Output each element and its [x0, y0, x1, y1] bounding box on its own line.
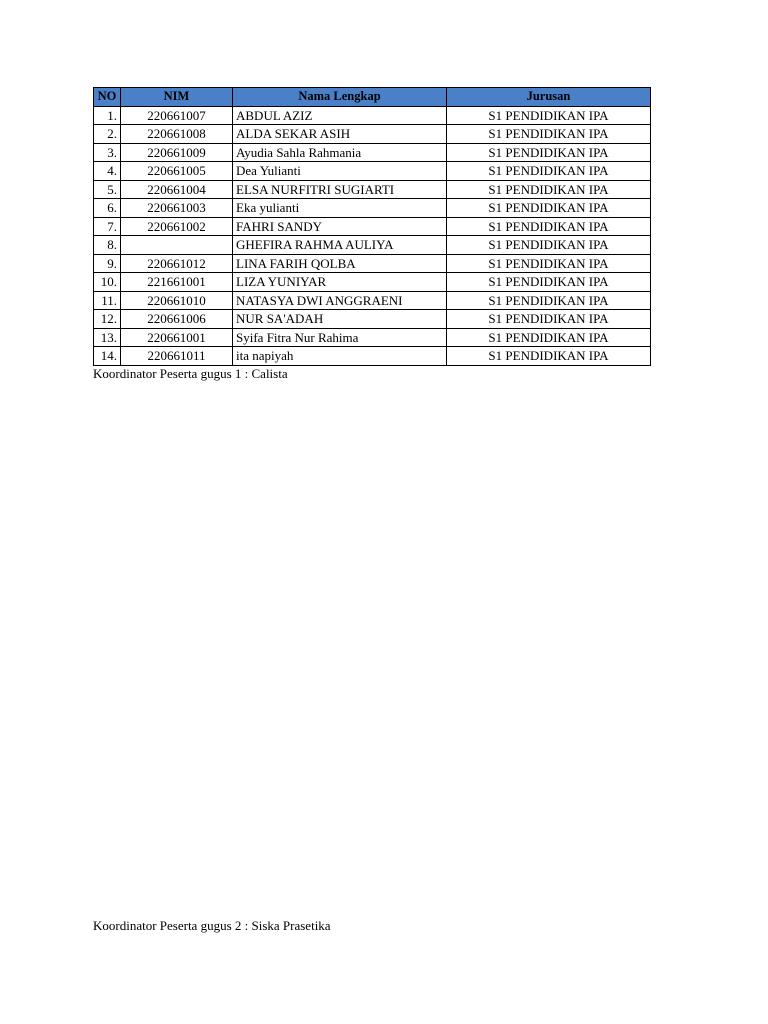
cell-jurusan: S1 PENDIDIKAN IPA	[447, 291, 651, 310]
cell-no: 13.	[94, 328, 121, 347]
cell-jurusan: S1 PENDIDIKAN IPA	[447, 162, 651, 181]
table-row	[94, 143, 651, 162]
header-nama: Nama Lengkap	[233, 88, 447, 107]
cell-nama: LIZA YUNIYAR	[233, 273, 447, 292]
cell-no: 14.	[94, 347, 121, 366]
cell-jurusan: S1 PENDIDIKAN IPA	[447, 180, 651, 199]
cell-nama: ALDA SEKAR ASIH	[233, 125, 447, 144]
table-row	[94, 162, 651, 181]
cell-nim: 220661005	[121, 162, 233, 181]
cell-jurusan: S1 PENDIDIKAN IPA	[447, 328, 651, 347]
cell-no: 9.	[94, 254, 121, 273]
cell-no: 1.	[94, 106, 121, 125]
cell-no: 6.	[94, 199, 121, 218]
cell-nim: 221661001	[121, 273, 233, 292]
cell-jurusan: S1 PENDIDIKAN IPA	[447, 125, 651, 144]
cell-jurusan: S1 PENDIDIKAN IPA	[447, 347, 651, 366]
cell-nama: Ayudia Sahla Rahmania	[233, 143, 447, 162]
cell-nama: ABDUL AZIZ	[233, 106, 447, 125]
cell-jurusan: S1 PENDIDIKAN IPA	[447, 236, 651, 255]
table-row	[94, 273, 651, 292]
cell-nama: Syifa Fitra Nur Rahima	[233, 328, 447, 347]
header-nim: NIM	[121, 88, 233, 107]
cell-nama: NUR SA'ADAH	[233, 310, 447, 329]
cell-nama: Dea Yulianti	[233, 162, 447, 181]
cell-no: 10.	[94, 273, 121, 292]
table-header-row	[94, 88, 651, 107]
cell-nim: 220661002	[121, 217, 233, 236]
table-row	[94, 291, 651, 310]
cell-no: 11.	[94, 291, 121, 310]
cell-jurusan: S1 PENDIDIKAN IPA	[447, 273, 651, 292]
cell-nim: 220661010	[121, 291, 233, 310]
cell-nama: FAHRI SANDY	[233, 217, 447, 236]
cell-jurusan: S1 PENDIDIKAN IPA	[447, 199, 651, 218]
table-row	[94, 180, 651, 199]
cell-nama: GHEFIRA RAHMA AULIYA	[233, 236, 447, 255]
cell-no: 8.	[94, 236, 121, 255]
table-row	[94, 125, 651, 144]
cell-no: 3.	[94, 143, 121, 162]
cell-nama: Eka yulianti	[233, 199, 447, 218]
table-body	[94, 106, 651, 365]
table-row	[94, 199, 651, 218]
table-row	[94, 347, 651, 366]
participant-table	[93, 87, 651, 366]
cell-nim	[121, 236, 233, 255]
cell-nim: 220661009	[121, 143, 233, 162]
header-jurusan: Jurusan	[447, 88, 651, 107]
cell-nama: LINA FARIH QOLBA	[233, 254, 447, 273]
cell-no: 4.	[94, 162, 121, 181]
cell-nim: 220661008	[121, 125, 233, 144]
cell-nim: 220661004	[121, 180, 233, 199]
cell-no: 7.	[94, 217, 121, 236]
cell-nim: 220661011	[121, 347, 233, 366]
cell-nama: ita napiyah	[233, 347, 447, 366]
coordinator-gugus-1: Koordinator Peserta gugus 1 : Calista	[93, 366, 288, 381]
header-no: NO	[94, 88, 121, 107]
cell-no: 2.	[94, 125, 121, 144]
table-row	[94, 217, 651, 236]
coordinator-gugus-2: Koordinator Peserta gugus 2 : Siska Prasetika	[93, 918, 331, 933]
cell-no: 12.	[94, 310, 121, 329]
cell-nama: NATASYA DWI ANGGRAENI	[233, 291, 447, 310]
table-row	[94, 236, 651, 255]
cell-nim: 220661007	[121, 106, 233, 125]
cell-nim: 220661006	[121, 310, 233, 329]
cell-jurusan: S1 PENDIDIKAN IPA	[447, 143, 651, 162]
table-row	[94, 328, 651, 347]
cell-no: 5.	[94, 180, 121, 199]
table-row	[94, 310, 651, 329]
cell-nim: 220661001	[121, 328, 233, 347]
cell-nama: ELSA NURFITRI SUGIARTI	[233, 180, 447, 199]
cell-nim: 220661012	[121, 254, 233, 273]
cell-jurusan: S1 PENDIDIKAN IPA	[447, 310, 651, 329]
table-row	[94, 106, 651, 125]
cell-nim: 220661003	[121, 199, 233, 218]
cell-jurusan: S1 PENDIDIKAN IPA	[447, 217, 651, 236]
cell-jurusan: S1 PENDIDIKAN IPA	[447, 254, 651, 273]
cell-jurusan: S1 PENDIDIKAN IPA	[447, 106, 651, 125]
table-row	[94, 254, 651, 273]
